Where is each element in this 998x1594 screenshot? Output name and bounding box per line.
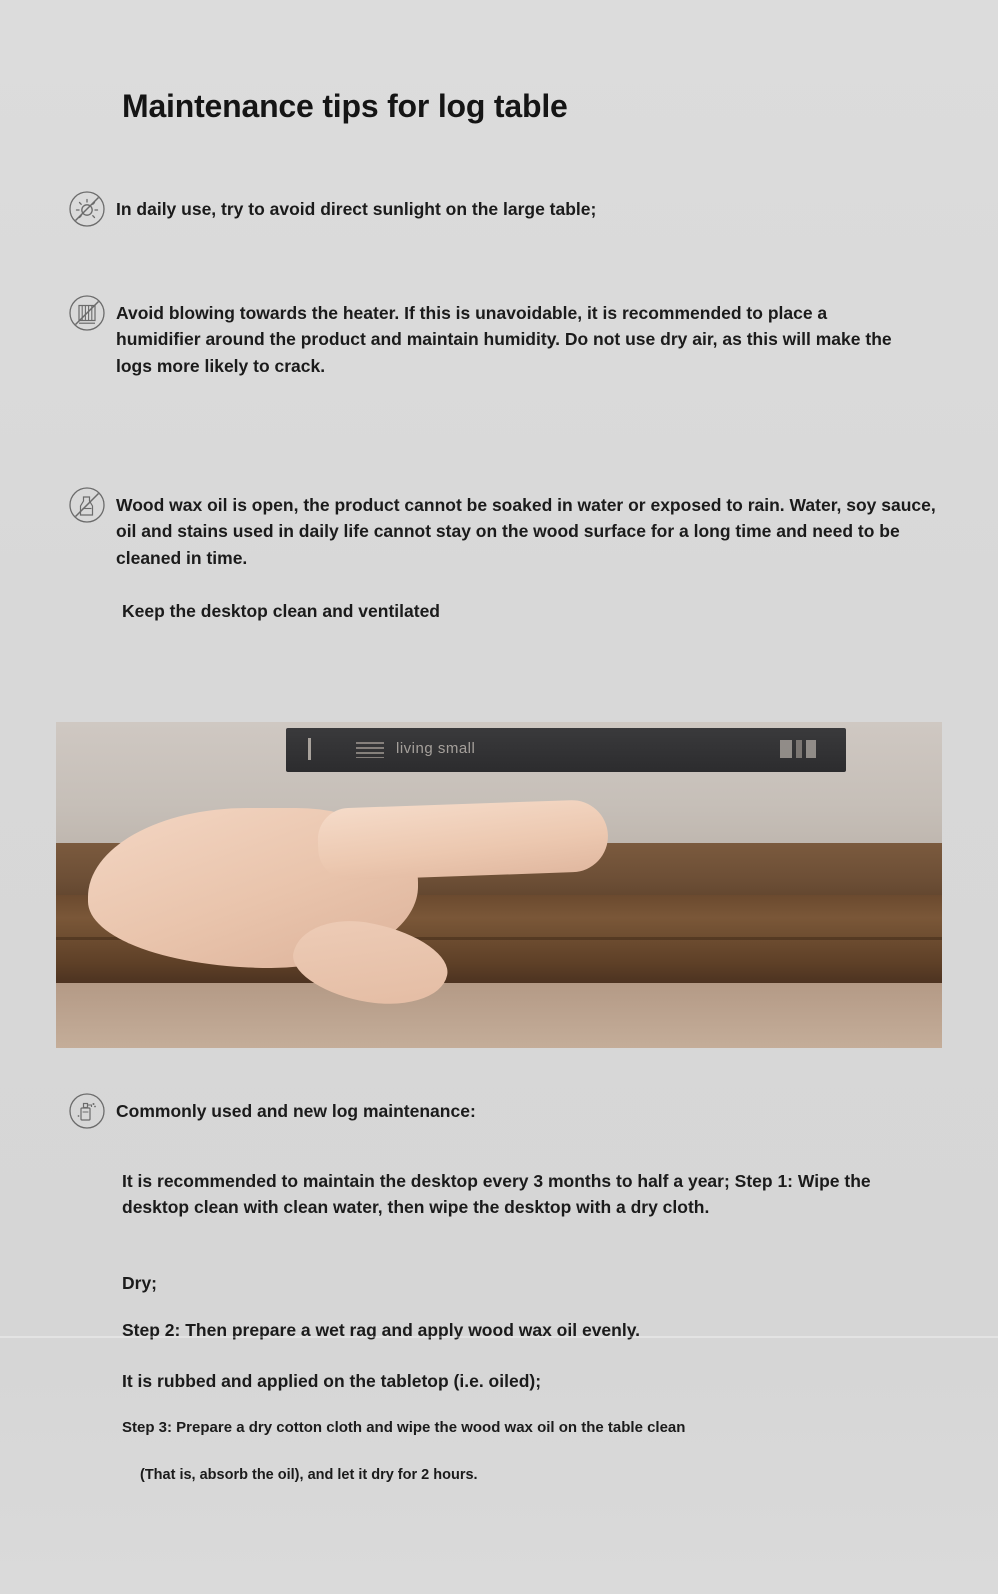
photo-hand-finger bbox=[317, 799, 609, 881]
shelf-label: living small bbox=[396, 740, 476, 757]
maintenance-paragraph-1: It is recommended to maintain the desktop every 3 months to half a year; Step 1: Wipe the desktop clean with clean water, then wipe the desktop with a dry cloth. bbox=[122, 1171, 871, 1218]
tip-text: Avoid blowing towards the heater. If this is unavoidable, it is recommended to place a humidifier around the product and maintain humidity. Do not use dry air, as this will make the logs more likely to crack. bbox=[116, 303, 892, 376]
tip-text: Wood wax oil is open, the product cannot be soaked in water or exposed to rain. Water, soy sauce, oil and stains used in daily life cannot stay on the wood surface for a long time and need to be cleaned in time. bbox=[116, 495, 936, 568]
tip-item-liquid bbox=[68, 492, 948, 571]
maintenance-paragraph-2: Dry; bbox=[122, 1273, 158, 1293]
shelf-dashes bbox=[356, 742, 384, 758]
shelf-right-marks bbox=[780, 740, 816, 758]
photo-hand bbox=[88, 774, 558, 994]
hand-on-wooden-tabletop-photo bbox=[56, 722, 942, 1048]
tip-item-sunlight bbox=[68, 196, 928, 228]
shelf-bar bbox=[308, 738, 311, 760]
section-divider bbox=[0, 1336, 998, 1338]
page-title: Maintenance tips for log table bbox=[122, 88, 568, 124]
maintenance-heading: Commonly used and new log maintenance: bbox=[116, 1101, 476, 1121]
maintenance-spray-icon bbox=[68, 1092, 106, 1130]
no-liquid-icon bbox=[68, 486, 106, 524]
maintenance-heading-row bbox=[68, 1098, 948, 1130]
no-sunlight-icon bbox=[68, 190, 106, 228]
keep-clean-line: Keep the desktop clean and ventilated bbox=[122, 601, 440, 621]
photo-shelf bbox=[286, 728, 846, 772]
no-heater-icon bbox=[68, 294, 106, 332]
maintenance-paragraph-4: It is rubbed and applied on the tabletop (i.e. oiled); bbox=[122, 1371, 542, 1391]
maintenance-paragraph-3: Step 2: Then prepare a wet rag and apply wood wax oil evenly. bbox=[122, 1320, 641, 1340]
maintenance-paragraph-5: Step 3: Prepare a dry cotton cloth and wipe the wood wax oil on the table clean bbox=[122, 1419, 686, 1436]
tip-text: In daily use, try to avoid direct sunlight on the large table; bbox=[116, 199, 597, 219]
maintenance-paragraph-6: (That is, absorb the oil), and let it dry for 2 hours. bbox=[140, 1467, 478, 1483]
tip-item-heater bbox=[68, 300, 928, 379]
